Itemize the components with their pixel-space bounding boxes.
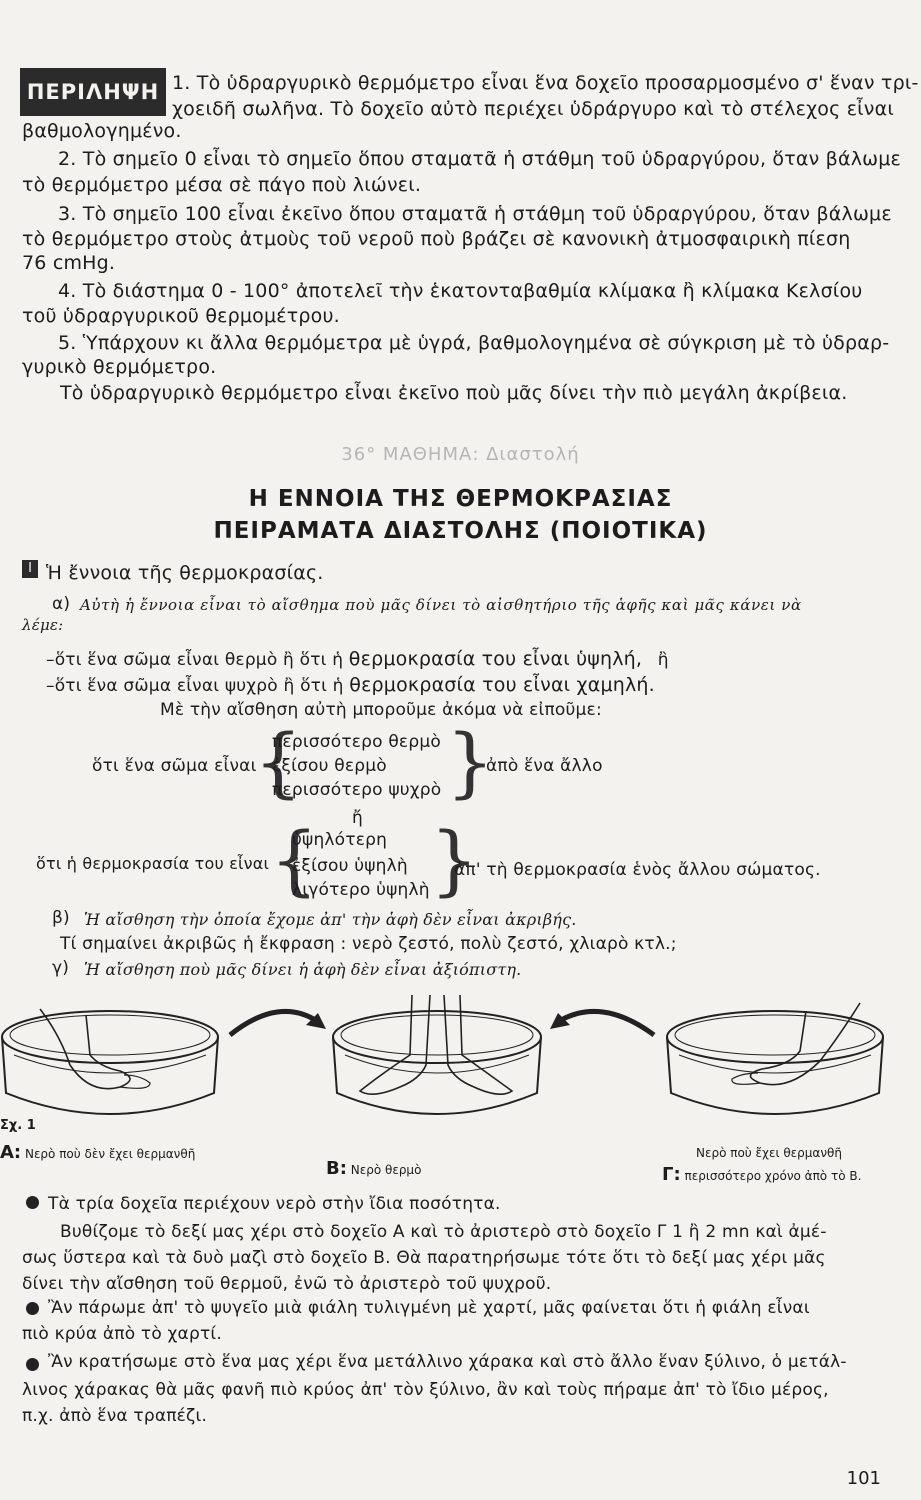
bullet-1-line: σως ὕστερα καὶ τὰ δυὸ μαζὶ στὸ δοχεῖο Β. Θὰ παρατηρήσωμε τότε ὅτι τὸ δεξί μας χέρι μᾶς [22, 1248, 826, 1268]
right-brace: } [430, 815, 479, 904]
temp-option: ὑψηλότερη [292, 830, 388, 850]
body-prefix: ὅτι ἕνα σῶμα εἶναι [92, 756, 257, 776]
summary-line: τὸ θερμόμετρο μέσα σὲ πάγο ποὺ λιώνει. [22, 174, 422, 196]
summary-line: 3. Τὸ σημεῖο 100 εἶναι ἐκεῖνο ὅπου σταματᾶ ἡ στάθμη τοῦ ὑδραργύρου, ὅταν βάλωμε [58, 203, 892, 225]
item-b-text: Ἡ αἴσθηση τὴν ὁποία ἔχομε ἀπ' τὴν ἁφὴ δὲν εἶναι ἀκριβής. [84, 910, 577, 929]
page-number: 101 [846, 1468, 881, 1489]
bullet-icon [26, 1358, 39, 1371]
summary-line: γυρικὸ θερμόμετρο. [22, 356, 217, 378]
basin-g [667, 1003, 883, 1114]
summary-line: 2. Τὸ σημεῖο 0 εἶναι τὸ σημεῖο ὅπου σταματᾶ ἡ στάθμη τοῦ ὑδραργύρου, ὅταν βάλωμε [58, 148, 902, 170]
bullet-1-line: δίνει τὴν αἴσθηση τοῦ θερμοῦ, ἐνῶ τὸ ἀριστερὸ τοῦ ψυχροῦ. [22, 1274, 552, 1294]
item-c-text: Ἡ αἴσθηση ποὺ μᾶς δίνει ἡ ἁφὴ δὲν εἶναι ἀξιόπιστη. [84, 960, 522, 979]
body-option: περισσότερο ψυχρὸ [272, 780, 442, 800]
item-c-label: γ) [52, 958, 70, 978]
temp-suffix: ἀπ' τὴ θερμοκρασία ἑνὸς ἄλλου σώματος. [454, 860, 821, 880]
page-title: Η ΕΝΝΟΙΑ ΤΗΣ ΘΕΡΜΟΚΡΑΣΙΑΣ [248, 486, 673, 512]
bullet-icon [26, 1302, 39, 1315]
body-option: περισσότερο θερμὸ [272, 732, 441, 752]
summary-line: Τὸ ὑδραργυρικὸ θερμόμετρο εἶναι ἐκεῖνο ποὺ μᾶς δίνει τὴν πιὸ μεγάλη ἀκρίβεια. [60, 382, 848, 404]
item-a-text: Αὐτὴ ἡ ἔννοια εἶναι τὸ αἴσθημα ποὺ μᾶς δίνει τὸ αἰσθητήριο τῆς ἁφῆς καὶ μᾶς κάνει νὰ [80, 596, 802, 614]
summary-line: τὸ θερμόμετρο στοὺς ἀτμοὺς τοῦ νεροῦ ποὺ βράζει σὲ κανονικὴ ἀτμοσφαιρικὴ πίεση [22, 228, 851, 250]
lesson-label: 36° ΜΑΘΗΜΑ: Διαστολή [341, 444, 580, 465]
hand-basins-figure [0, 995, 921, 1155]
bullet-icon [26, 1196, 39, 1209]
temp-option: λιγότερο ὑψηλὴ [292, 880, 430, 900]
body-option: ἐξίσου θερμὸ [272, 756, 387, 776]
summary-line: 5. Ὑπάρχουν κι ἄλλα θερμόμετρα μὲ ὑγρά, βαθμολογημένα σὲ σύγκριση μὲ τὸ ὑδραρ- [58, 332, 890, 354]
caption-g: Γ: περισσότερο χρόνο ἀπὸ τὸ Β. [662, 1164, 862, 1185]
arrow-g-to-b [556, 1011, 654, 1035]
summary-line: 1. Τὸ ὑδραργυρικὸ θερμόμετρο εἶναι ἕνα δοχεῖο προσαρμοσμένο σ' ἕναν τρι- [172, 72, 919, 94]
page-subtitle: ΠΕΙΡΑΜΑΤΑ ΔΙΑΣΤΟΛΗΣ (ΠΟΙΟΤΙΚΑ) [213, 518, 708, 544]
summary-line: βαθμολογημένο. [22, 120, 182, 142]
section-heading: Ἡ ἔννοια τῆς θερμοκρασίας. [46, 562, 324, 584]
cold-statement: –ὅτι ἕνα σῶμα εἶναι ψυχρὸ ἢ ὅτι ἡ θερμοκρασία του εἶναι χαμηλή. [46, 674, 655, 696]
basin-a [2, 1009, 218, 1114]
summary-line: τοῦ ὑδραργυρικοῦ θερμομέτρου. [22, 305, 340, 327]
arrow-a-to-b [230, 1011, 320, 1035]
item-b-label: β) [52, 908, 70, 928]
basin-b [333, 995, 541, 1114]
caption-g-line-1: Νερὸ ποὺ ἔχει θερμανθῆ [696, 1146, 842, 1160]
caption-a: Α: Νερὸ ποὺ δὲν ἔχει θερμανθῆ [0, 1142, 196, 1163]
temp-prefix: ὅτι ἡ θερμοκρασία του εἶναι [36, 854, 270, 873]
section-marker: I [22, 560, 38, 578]
bullet-1-line: Τὰ τρία δοχεῖα περιέχουν νερὸ στὴν ἴδια ποσότητα. [48, 1194, 501, 1214]
bullet-3-line: Ἂν κρατήσωμε στὸ ἕνα μας χέρι ἕνα μετάλλινο χάρακα καὶ στὸ ἄλλο ἕναν ξύλινο, ὁ μετάλ- [48, 1352, 847, 1372]
sense-statement: Μὲ τὴν αἴσθηση αὐτὴ μποροῦμε ἀκόμα νὰ εἰποῦμε: [160, 700, 602, 720]
caption-b: Β: Νερὸ θερμὸ [326, 1158, 422, 1179]
item-b-question: Τί σημαίνει ἀκριβῶς ἡ ἔκφραση : νερὸ ζεστό, πολὺ ζεστό, χλιαρὸ κτλ.; [60, 934, 677, 954]
temp-option: ἐξίσου ὑψηλὴ [292, 856, 408, 876]
bullet-2-line: Ἂν πάρωμε ἀπ' τὸ ψυγεῖο μιὰ φιάλη τυλιγμένη μὲ χαρτί, μᾶς φαίνεται ὅτι ἡ φιάλη εἶναι [48, 1298, 810, 1318]
or-word: ἤ [352, 808, 363, 828]
summary-line: 4. Τὸ διάστημα 0 - 100° ἀποτελεῖ τὴν ἑκατονταβαθμία κλίμακα ἢ κλίμακα Κελσίου [58, 280, 863, 302]
right-brace: } [446, 717, 495, 806]
bullet-2-line: πιὸ κρύα ἀπὸ τὸ χαρτί. [22, 1324, 222, 1344]
left-brace: { [254, 717, 303, 806]
hot-statement: –ὅτι ἕνα σῶμα εἶναι θερμὸ ἢ ὅτι ἡ θερμοκρασία του εἶναι ὑψηλή, ἢ [46, 648, 669, 670]
item-a-text-end: λέμε: [22, 616, 64, 634]
figure-label: Σχ. 1 [0, 1118, 36, 1133]
body-suffix: ἀπὸ ἕνα ἄλλο [486, 756, 603, 776]
bullet-1-line: Βυθίζομε τὸ δεξί μας χέρι στὸ δοχεῖο Α καὶ τὸ ἀριστερὸ στὸ δοχεῖο Γ 1 ἢ 2 mn καὶ ἀμέ- [60, 1222, 827, 1242]
bullet-3-line: π.χ. ἀπὸ ἕνα τραπέζι. [22, 1406, 208, 1426]
summary-line: 76 cmHg. [22, 252, 116, 274]
left-brace: { [270, 815, 319, 904]
bullet-3-line: λινος χάρακας θὰ μᾶς φανῆ πιὸ κρύος ἀπ' τὸν ξύλινο, ἂν καὶ τοὺς πήραμε ἀπ' τὸ ἴδιο μέρος, [22, 1380, 829, 1400]
summary-line: χοειδῆ σωλῆνα. Τὸ δοχεῖο αὐτὸ περιέχει ὑδράργυρο καὶ τὸ στέλεχος εἶναι [172, 98, 894, 120]
item-a-label: α) [52, 594, 71, 614]
summary-badge: ΠΕΡΙΛΗΨΗ [20, 68, 166, 116]
